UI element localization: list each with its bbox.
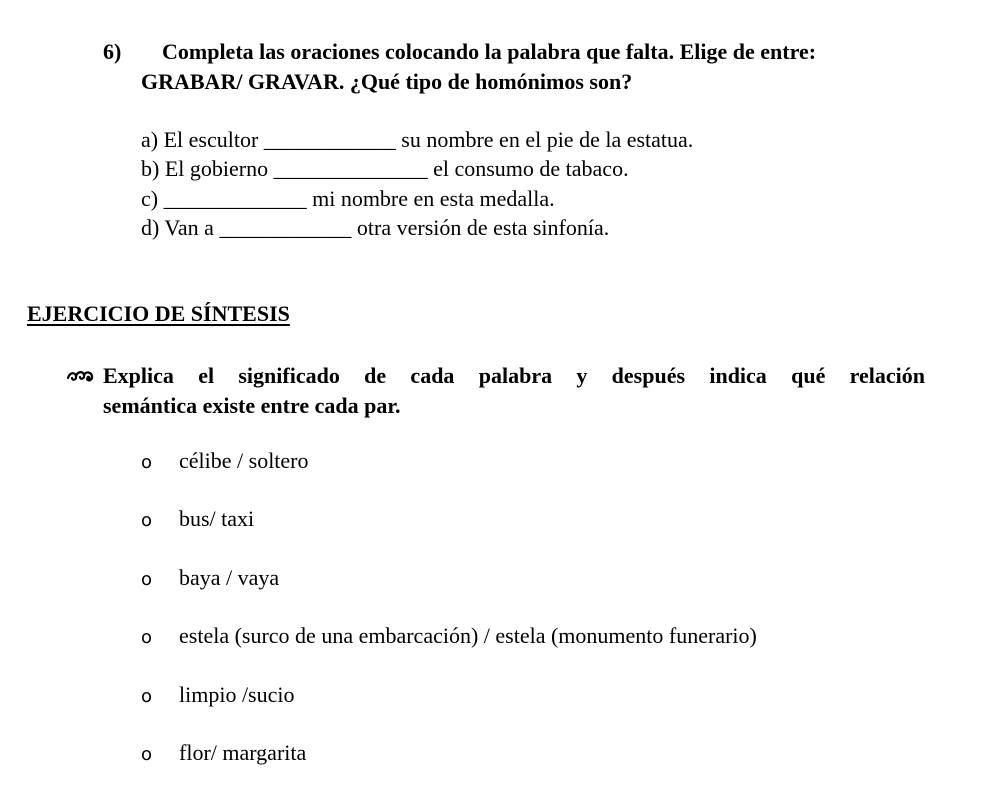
fill-in-sentence-d: d) Van a ____________ otra versión de esta sinfonía. [141, 215, 610, 240]
question-prompt-line-1: Completa las oraciones colocando la palabra que falta. Elige de entre: [162, 39, 817, 64]
pair-text: célibe / soltero [179, 448, 309, 473]
hollow-bullet-icon: o [141, 452, 153, 473]
instruction-line-2: semántica existe entre cada par. [103, 393, 401, 418]
question-prompt-line-2: GRABAR/ GRAVAR. ¿Qué tipo de homónimos son? [141, 69, 633, 94]
hollow-bullet-icon: o [141, 510, 153, 531]
list-item [141, 506, 254, 532]
list-item [141, 623, 757, 649]
list-item [141, 682, 295, 708]
pair-text: flor/ margarita [179, 740, 307, 765]
fill-in-sentence-b: b) El gobierno ______________ el consumo de tabaco. [141, 156, 629, 181]
pair-text: bus/ taxi [179, 506, 255, 531]
pair-text: baya / vaya [179, 565, 280, 590]
hollow-bullet-icon: o [141, 627, 153, 648]
list-item [141, 565, 279, 591]
hollow-bullet-icon: o [141, 686, 153, 707]
list-item [141, 448, 309, 474]
section-title: EJERCICIO DE SÍNTESIS [27, 301, 290, 326]
instruction-text [103, 361, 925, 421]
pair-text: estela (surco de una embarcación) / estela (monumento funerario) [179, 623, 757, 648]
question-number: 6) [103, 39, 122, 64]
fill-in-sentence-a: a) El escultor ____________ su nombre en el pie de la estatua. [141, 127, 694, 152]
pair-text: limpio /sucio [179, 682, 295, 707]
hollow-bullet-icon: o [141, 744, 153, 765]
decorative-swirl-icon [66, 367, 94, 385]
fill-in-sentence-c: c) _____________ mi nombre en esta medalla. [141, 186, 555, 211]
hollow-bullet-icon: o [141, 569, 153, 590]
instruction-line-1: Explica el significado de cada palabra y después indica qué relación [103, 363, 925, 388]
list-item [141, 740, 306, 766]
